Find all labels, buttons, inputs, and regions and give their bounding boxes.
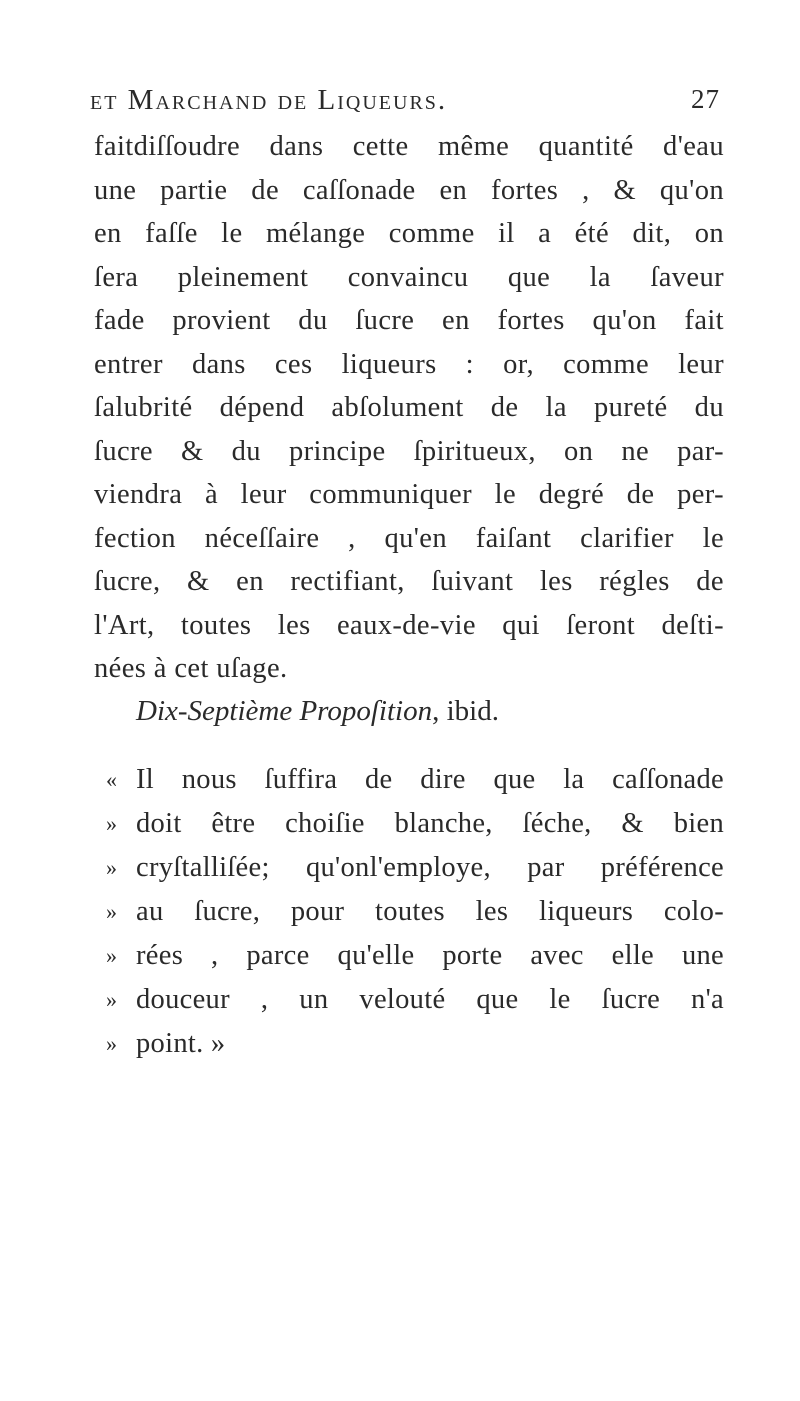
paragraph-line: ſalubrité dépend abſolument de la pureté du bbox=[94, 392, 724, 423]
section-heading-reference: , ibid. bbox=[432, 695, 499, 727]
paragraph-line: en faſſe le mélange comme il a été dit, on bbox=[94, 218, 724, 249]
quote-text: cryſtalliſée; qu'onl'employe, par préférence bbox=[136, 852, 724, 883]
section-heading-title: Dix-Septième Propoſition bbox=[136, 695, 433, 727]
paragraph-line: viendra à leur communiquer le degré de per- bbox=[94, 479, 724, 510]
quote-mark: » bbox=[106, 1031, 118, 1056]
running-head bbox=[90, 84, 720, 124]
paragraph-line: ſucre & du principe ſpiritueux, on ne par- bbox=[94, 435, 724, 467]
quote-text: Il nous ſuffira de dire que la caſſonade bbox=[136, 764, 724, 795]
quote-line bbox=[106, 802, 724, 846]
running-head-title: et Marchand de Liqueurs. bbox=[90, 84, 448, 116]
quote-line bbox=[106, 1022, 724, 1066]
paragraph-line: faitdiſſoudre dans cette même quantité d'eau bbox=[94, 131, 724, 162]
paragraph-line: ſera pleinement convaincu que la ſaveur bbox=[94, 261, 724, 293]
paragraph-line: ſucre, & en rectifiant, ſuivant les régles de bbox=[94, 566, 724, 597]
section-heading bbox=[136, 695, 499, 728]
body-paragraph bbox=[94, 125, 724, 691]
quote-line bbox=[106, 978, 724, 1022]
page-number: 27 bbox=[691, 84, 720, 114]
quote-mark: » bbox=[106, 987, 118, 1012]
quote-line bbox=[106, 846, 724, 890]
quote-mark: » bbox=[106, 899, 118, 924]
paragraph-line: fection néceſſaire , qu'en faiſant clarifier le bbox=[94, 522, 724, 554]
paragraph-line: une partie de caſſonade en fortes , & qu'on bbox=[94, 174, 724, 206]
quote-text: point. » bbox=[136, 1028, 226, 1059]
paragraph-line: nées à cet uſage. bbox=[94, 653, 288, 684]
paragraph-line: l'Art, toutes les eaux-de-vie qui ſeront deſti- bbox=[94, 609, 724, 641]
paragraph-line: entrer dans ces liqueurs : or, comme leur bbox=[94, 348, 724, 380]
quote-mark: » bbox=[106, 855, 118, 880]
quote-text: douceur , un velouté que le ſucre n'a bbox=[136, 984, 724, 1015]
quote-line bbox=[106, 934, 724, 978]
quote-mark: » bbox=[106, 811, 118, 836]
quotation-block bbox=[106, 758, 724, 1066]
quote-text: au ſucre, pour toutes les liqueurs colo- bbox=[136, 896, 724, 927]
quote-mark: » bbox=[106, 943, 118, 968]
quote-line bbox=[106, 890, 724, 934]
paragraph-line: fade provient du ſucre en fortes qu'on fait bbox=[94, 305, 724, 336]
quote-text: rées , parce qu'elle porte avec elle une bbox=[136, 940, 724, 971]
quote-text: doit être choiſie blanche, ſéche, & bien bbox=[136, 808, 724, 839]
quote-mark: « bbox=[106, 767, 118, 792]
quote-line bbox=[106, 758, 724, 802]
